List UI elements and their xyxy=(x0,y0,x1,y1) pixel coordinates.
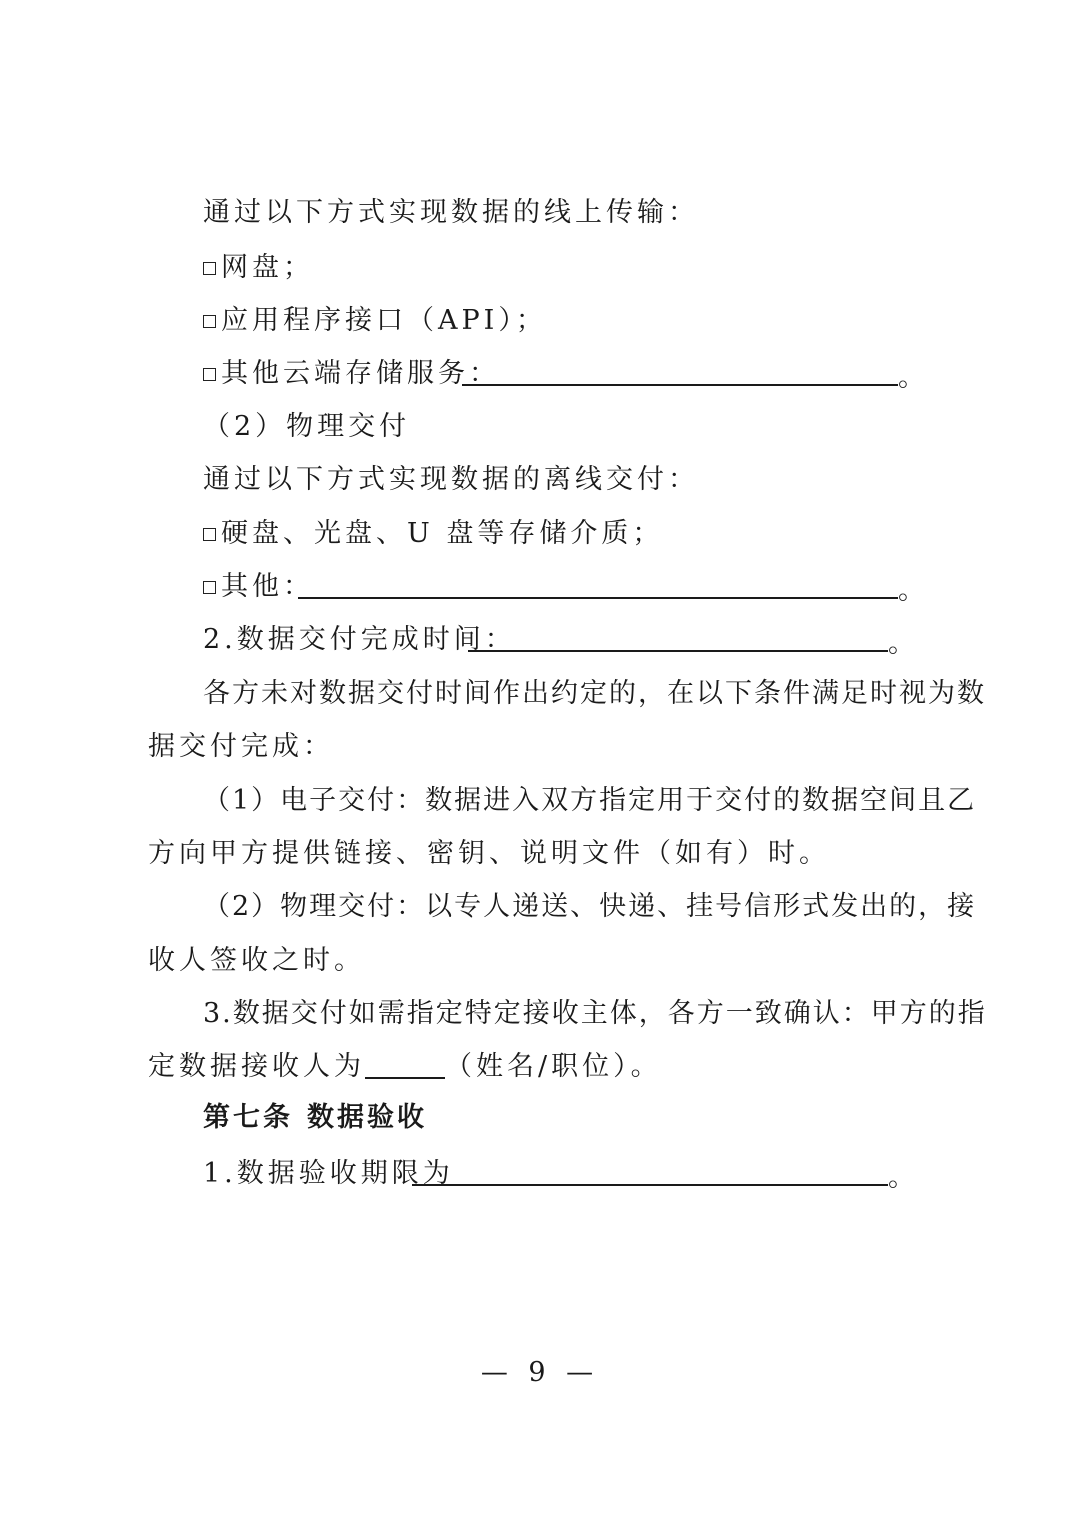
paragraph-physical-delivery-cont: 收人签收之时。 xyxy=(148,945,365,976)
checkbox-item-cloud-storage xyxy=(203,354,993,394)
delivery-completion-time-blank[interactable] xyxy=(468,650,888,652)
checkbox-icon[interactable] xyxy=(203,368,216,381)
period: 。 xyxy=(898,362,929,393)
paragraph-default-condition-cont: 据交付完成： xyxy=(148,731,334,762)
page-number: — 9 — xyxy=(480,1357,600,1388)
checkbox-label: 其他云端存储服务： xyxy=(221,358,500,389)
checkbox-item-storage-media xyxy=(203,514,993,554)
period: 。 xyxy=(898,575,929,606)
subheading-physical-delivery: （2）物理交付 xyxy=(203,411,411,442)
checkbox-label: 其他： xyxy=(221,571,314,602)
checkbox-icon[interactable] xyxy=(203,581,216,594)
paragraph-offline-delivery: 通过以下方式实现数据的离线交付： xyxy=(203,464,699,495)
acceptance-period-blank[interactable] xyxy=(412,1184,888,1186)
paragraph-text: （2）物理交付：以专人递送、快递、挂号信形式发出的，接 xyxy=(203,891,977,922)
recipient-blank[interactable] xyxy=(365,1047,445,1079)
paragraph-designated-recipient-cont xyxy=(148,1047,938,1087)
paragraph-text: （1）电子交付：数据进入双方指定用于交付的数据空间且乙 xyxy=(203,785,977,816)
paragraph-text: 各方未对数据交付时间作出约定的，在以下条件满足时视为数 xyxy=(203,678,986,709)
acceptance-period-label: 1.数据验收期限为 xyxy=(203,1158,454,1189)
paragraph-designated-recipient xyxy=(203,994,987,1034)
checkbox-label: 硬盘、光盘、U 盘等存储介质； xyxy=(221,518,664,549)
recipient-label: 定数据接收人为 xyxy=(148,1051,365,1082)
checkbox-icon[interactable] xyxy=(203,262,216,275)
article-number: 第七条 xyxy=(203,1102,293,1133)
paragraph-electronic-delivery-cont: 方向甲方提供链接、密钥、说明文件（如有）时。 xyxy=(148,838,830,869)
checkbox-item-netdisk xyxy=(203,248,993,288)
paragraph-online-transfer: 通过以下方式实现数据的线上传输： xyxy=(203,197,699,228)
paragraph-text: 3.数据交付如需指定特定接收主体，各方一致确认：甲方的指 xyxy=(203,998,987,1029)
paragraph-default-condition xyxy=(203,674,986,714)
paragraph-physical-delivery xyxy=(203,887,977,927)
checkbox-item-other xyxy=(203,567,993,607)
article-heading xyxy=(203,1098,993,1138)
delivery-completion-time-label: 2.数据交付完成时间： xyxy=(203,624,516,655)
checkbox-label: 网盘； xyxy=(221,252,314,283)
checkbox-label: 应用程序接口（API）； xyxy=(221,305,547,336)
article-title: 数据验收 xyxy=(307,1102,427,1133)
paragraph-electronic-delivery xyxy=(203,781,977,821)
checkbox-icon[interactable] xyxy=(203,315,216,328)
other-blank[interactable] xyxy=(298,597,898,599)
period: 。 xyxy=(888,628,919,659)
recipient-suffix: （姓名/职位）。 xyxy=(445,1051,662,1082)
cloud-storage-blank[interactable] xyxy=(462,384,898,386)
checkbox-item-api xyxy=(203,301,993,341)
checkbox-icon[interactable] xyxy=(203,528,216,541)
period: 。 xyxy=(888,1162,919,1193)
